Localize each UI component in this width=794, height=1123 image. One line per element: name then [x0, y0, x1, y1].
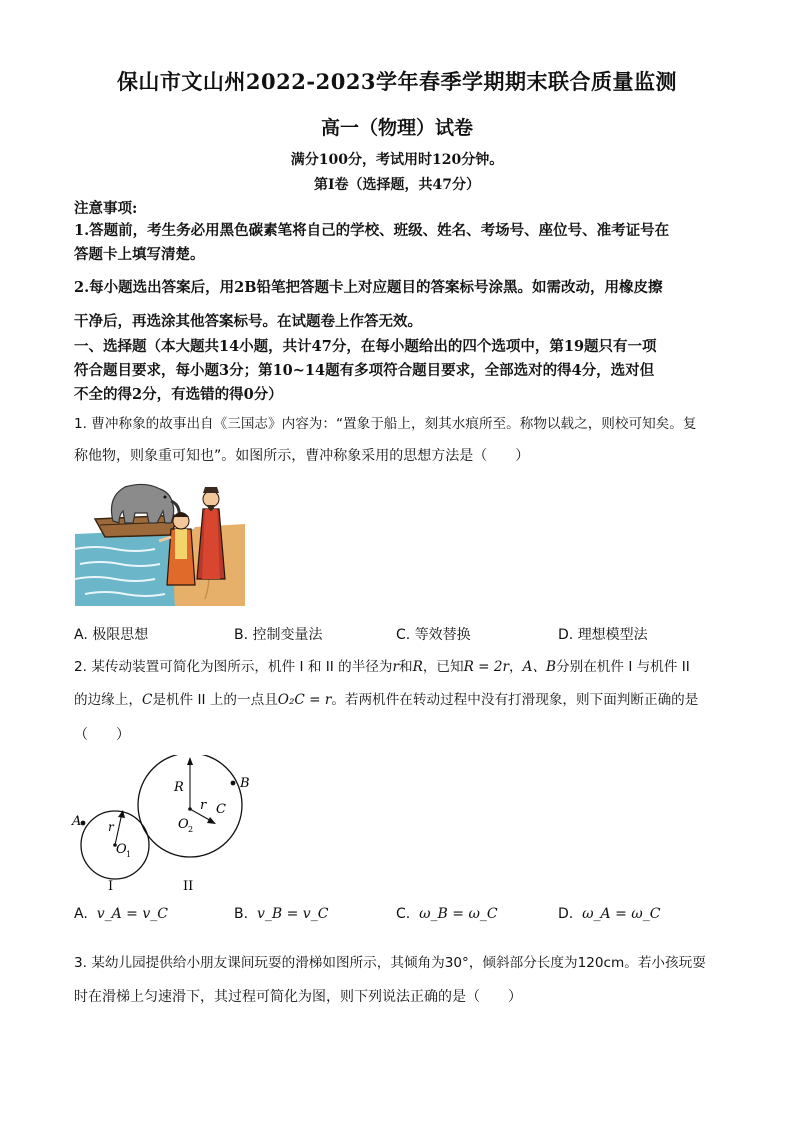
q2-option-a[interactable]: A. v_A = v_C [74, 906, 168, 922]
q1-option-d[interactable]: D. 理想模型法 [558, 627, 648, 643]
q1-illustration [75, 479, 245, 606]
label-O2-sub: 2 [188, 825, 194, 834]
q2-line1: 2. 某传动装置可简化为图所示，机件 I 和 II 的半径为r和R，已知R = 2r，A、B分别在机件 I 与机件 II [74, 659, 690, 675]
label-R: R [174, 780, 184, 795]
label-r-big: r [200, 798, 207, 813]
q2-figure [70, 755, 250, 895]
score-line: 满分100分，考试用时120分钟。 [290, 152, 504, 168]
gear-diagram [70, 755, 250, 895]
label-A: A [72, 814, 82, 829]
label-O2: O [178, 817, 189, 832]
note-item1-line1: 1.答题前，考生务必用黑色碳素笔将自己的学校、班级、姓名、考场号、座位号、准考证号在 [74, 222, 670, 239]
note-item2-line2: 干净后，再选涂其他答案标号。在试题卷上作答无效。 [74, 313, 422, 330]
exam-title: 保山市文山州2022-2023学年春季学期期末联合质量监测 [116, 69, 678, 94]
q2-option-d[interactable]: D. ω_A = ω_C [558, 906, 661, 922]
exam-subtitle: 高一（物理）试卷 [320, 117, 473, 139]
q2-line2: 的边缘上，C是机件 II 上的一点且O₂C = r。若两机件在转动过程中没有打滑现象，则下面判断正确的是 [74, 692, 699, 708]
part-line: 第I卷（选择题，共47分） [313, 177, 481, 193]
label-r-small: r [108, 820, 114, 834]
label-C: C [216, 802, 226, 817]
label-B: B [240, 776, 250, 791]
section1-line3: 不全的得2分，有选错的得0分） [74, 386, 283, 403]
section1-line2: 符合题目要求，每小题3分；第10~14题有多项符合题目要求，全部选对的得4分，选对但 [74, 362, 655, 379]
q2-option-b[interactable]: B. v_B = v_C [234, 906, 329, 922]
label-I: I [108, 879, 114, 894]
q2-option-c[interactable]: C. ω_B = ω_C [396, 906, 498, 922]
label-II: II [183, 879, 194, 894]
q1-line2: 称他物，则象重可知也”。如图所示，曹冲称象采用的思想方法是（ ） [74, 448, 530, 464]
q3-line1: 3. 某幼儿园提供给小朋友课间玩耍的滑梯如图所示，其倾角为30°，倾斜部分长度为120cm。若小孩玩耍 [74, 955, 706, 971]
q1-option-b[interactable]: B. 控制变量法 [234, 627, 323, 643]
q1-option-c[interactable]: C. 等效替换 [396, 627, 471, 643]
q2-line3: （ ） [74, 727, 130, 743]
section1-line1: 一、选择题（本大题共14小题，共计47分，在每小题给出的四个选项中，第19题只有一项 [74, 338, 657, 355]
notes-heading: 注意事项: [74, 200, 138, 217]
q3-line2: 时在滑梯上匀速滑下，其过程可简化为图，则下列说法正确的是（ ） [74, 989, 522, 1005]
label-O1-sub: 1 [126, 850, 132, 859]
label-O1: O [116, 842, 127, 857]
q1-option-a[interactable]: A. 极限思想 [74, 627, 149, 643]
cao-chong-elephant-image [75, 479, 245, 606]
note-item2-line1: 2.每小题选出答案后，用2B铅笔把答题卡上对应题目的答案标号涂黑。如需改动，用橡皮擦 [74, 279, 663, 296]
q1-line1: 1. 曹冲称象的故事出自《三国志》内容为：“置象于船上，刻其水痕所至。称物以载之，则校可知矣。复 [74, 416, 697, 432]
note-item1-line2: 答题卡上填写清楚。 [74, 246, 205, 263]
